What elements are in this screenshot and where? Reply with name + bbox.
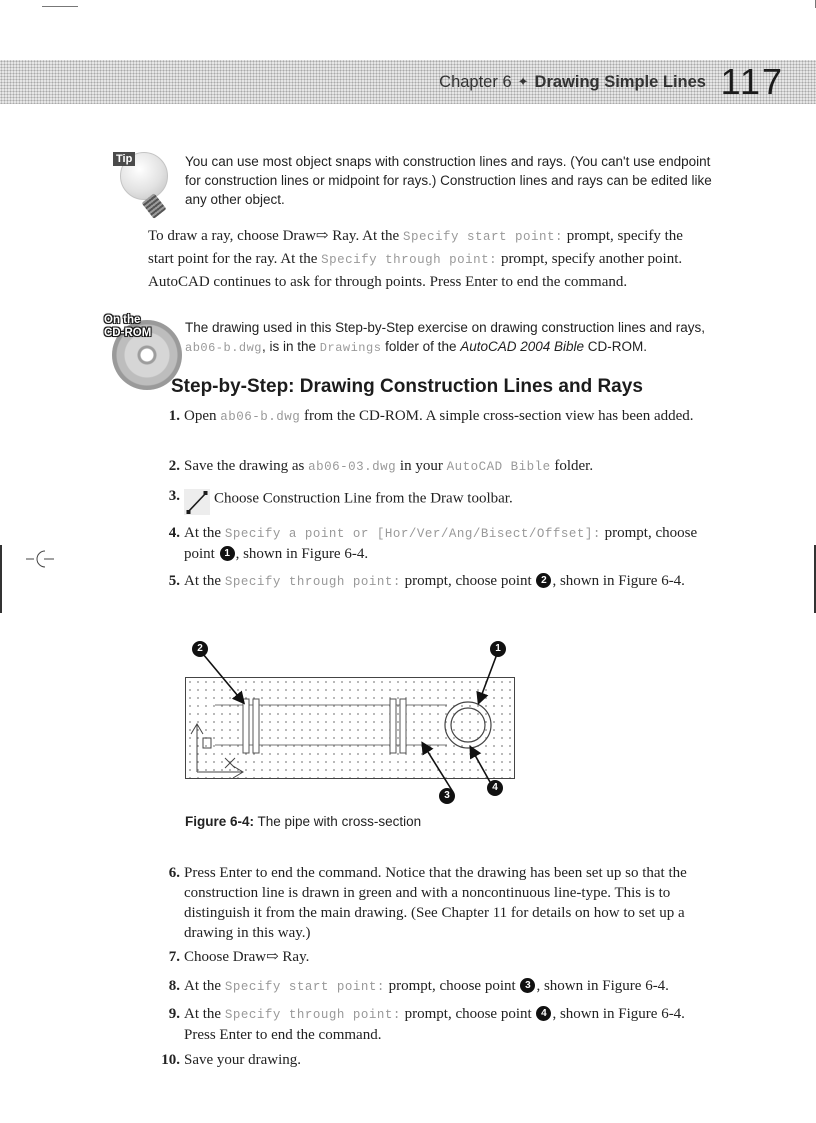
- step-text: [184, 947, 708, 967]
- figure-marker-3: 3: [439, 788, 455, 804]
- figure-marker-2: 2: [192, 641, 208, 657]
- point-marker-3: 3: [520, 978, 535, 993]
- step-text-part: folder.: [550, 458, 594, 474]
- step-text-part: , shown in Figure 6-4.: [235, 546, 369, 562]
- cd-label: [104, 314, 151, 340]
- pipe-cross-section-drawing: [185, 640, 515, 805]
- ray-para-text-3: prompt, specify the start point for the ray. At the: [148, 228, 683, 267]
- arrow-point-1: [479, 654, 497, 702]
- step-prompt: Specify through point:: [224, 1008, 401, 1022]
- step-text-part: in your: [396, 458, 447, 474]
- cd-text-2: , is in the: [262, 339, 320, 354]
- header-separator: ✦: [517, 74, 529, 89]
- step-text-part: prompt, choose point: [384, 978, 520, 994]
- ray-paragraph: [148, 225, 708, 293]
- step-filename: ab06-03.dwg: [308, 460, 397, 474]
- registration-bar-left: [0, 545, 2, 613]
- cross-section-outer-circle: [445, 702, 491, 748]
- figure-marker-4: 4: [487, 780, 503, 796]
- step-text-part: from the CD-ROM. A simple cross-section view has been added.: [300, 408, 694, 424]
- step-text-part: Choose Construction Line from the Draw toolbar.: [214, 490, 513, 507]
- flange-left-inner: [253, 699, 259, 753]
- step-text-part: Open: [184, 408, 221, 424]
- ray-para-text-4: prompt, specify another point. AutoCAD continues to ask for through points. Press Enter to end the command.: [148, 251, 683, 290]
- step-text: [184, 456, 708, 477]
- caption-text: The pipe with cross-section: [254, 814, 422, 829]
- tip-lightbulb-icon: [110, 146, 180, 226]
- ray-para-text-1: To draw a ray, choose Draw: [148, 228, 316, 244]
- prompt-specify-through-point: Specify through point:: [321, 253, 498, 267]
- step-text-part: At the: [184, 1006, 225, 1022]
- step-text: [184, 486, 708, 512]
- step-text-part: prompt, choose point: [400, 573, 536, 589]
- step-text-part: prompt, choose point: [184, 525, 698, 562]
- step-filename: ab06-b.dwg: [220, 410, 301, 424]
- arrow-point-4: [471, 748, 490, 782]
- flange-left: [243, 699, 249, 753]
- caption-label: Figure 6-4:: [185, 814, 255, 829]
- menu-arrow-icon: ⇨: [315, 228, 329, 244]
- running-header: [439, 73, 706, 92]
- step-number: 3.: [168, 488, 180, 504]
- step-text: Press Enter to end the command. Notice that the drawing has been set up so that the construction line is drawn in green and with a noncontinuous line-type. This is to distinguish it from the main drawing. (See Chapter 11 for details on how to set up a drawing in this way.): [184, 865, 687, 941]
- step-number: 8.: [168, 978, 180, 994]
- step-by-step-heading: Step-by-Step: Drawing Construction Lines and Rays: [171, 376, 643, 397]
- menu-arrow-icon: ⇨: [266, 949, 279, 965]
- arrow-point-2: [203, 654, 243, 702]
- cd-folder: Drawings: [319, 341, 382, 355]
- step-text-part: At the: [184, 525, 225, 541]
- point-marker-4: 4: [536, 1006, 551, 1021]
- step-number: 2.: [168, 458, 180, 474]
- step-text-part: At the: [184, 573, 225, 589]
- cd-text-3: folder of the: [381, 339, 461, 354]
- figure-caption: [185, 814, 421, 829]
- step-text-part: At the: [184, 978, 225, 994]
- page-number: 117: [720, 61, 784, 102]
- step-text-part: prompt, choose point: [400, 1006, 536, 1022]
- flange-right-inner: [400, 699, 406, 753]
- step-text: [184, 523, 708, 564]
- step-number: 5.: [168, 573, 180, 589]
- step-number: 10.: [161, 1052, 180, 1068]
- cd-text-1: The drawing used in this Step-by-Step exercise on drawing construction lines and rays,: [185, 320, 706, 335]
- cd-filename: ab06-b.dwg: [185, 341, 263, 355]
- step-text-part: , shown in Figure 6-4.: [552, 573, 685, 589]
- ucs-icon: [191, 724, 243, 778]
- chapter-title: Drawing Simple Lines: [534, 73, 706, 91]
- cd-book-title: AutoCAD 2004 Bible: [460, 339, 585, 354]
- step-folder: AutoCAD Bible: [446, 460, 551, 474]
- cross-section-inner-circle: [451, 708, 485, 742]
- figure-6-4: [185, 640, 515, 805]
- arrow-point-3: [423, 744, 453, 792]
- step-text: [184, 976, 708, 997]
- tip-label: Tip: [113, 152, 135, 166]
- prompt-specify-start-point: Specify start point:: [402, 230, 563, 244]
- ray-para-text-2: Ray. At the: [328, 228, 403, 244]
- registration-crosshair-icon: [26, 546, 54, 572]
- tip-text: You can use most object snaps with construction lines and rays. (You can't use endpoint for construction lines or midpoint for rays.) Construction lines and rays can be edited like any other object.: [185, 154, 712, 207]
- step-number: 6.: [168, 865, 180, 881]
- point-marker-1: 1: [220, 546, 235, 561]
- step-text: [184, 571, 708, 592]
- step-prompt: Specify a point or [Hor/Ver/Ang/Bisect/Offset]:: [224, 527, 601, 541]
- cd-rom-note: [185, 318, 715, 358]
- step-number: 1.: [168, 408, 180, 424]
- step-text: Save your drawing.: [184, 1052, 302, 1068]
- figure-marker-1: 1: [490, 641, 506, 657]
- crop-mark-top: [42, 6, 78, 7]
- step-number: 4.: [168, 525, 180, 541]
- step-prompt: Specify through point:: [224, 575, 401, 589]
- cd-text-4: CD-ROM.: [584, 339, 648, 354]
- chapter-label: Chapter 6: [439, 73, 512, 91]
- step-text-part: , shown in Figure 6-4.: [536, 978, 669, 994]
- step-number: 7.: [168, 949, 180, 965]
- cd-label-line-2: CD-ROM: [104, 327, 152, 339]
- flange-right: [390, 699, 396, 753]
- construction-line-icon: [184, 489, 210, 515]
- step-text-part: , shown in Figure 6-4. Press Enter to end the command.: [184, 1006, 685, 1043]
- point-marker-2: 2: [536, 573, 551, 588]
- step-prompt: Specify start point:: [224, 980, 385, 994]
- step-text: [184, 406, 708, 427]
- step-text-part: Ray.: [278, 949, 310, 965]
- step-text-part: Choose Draw: [184, 949, 267, 965]
- step-text-part: Save the drawing as: [184, 458, 309, 474]
- cd-label-line-1: On the: [104, 314, 141, 326]
- step-number: 9.: [168, 1006, 180, 1022]
- step-text: [184, 1004, 708, 1045]
